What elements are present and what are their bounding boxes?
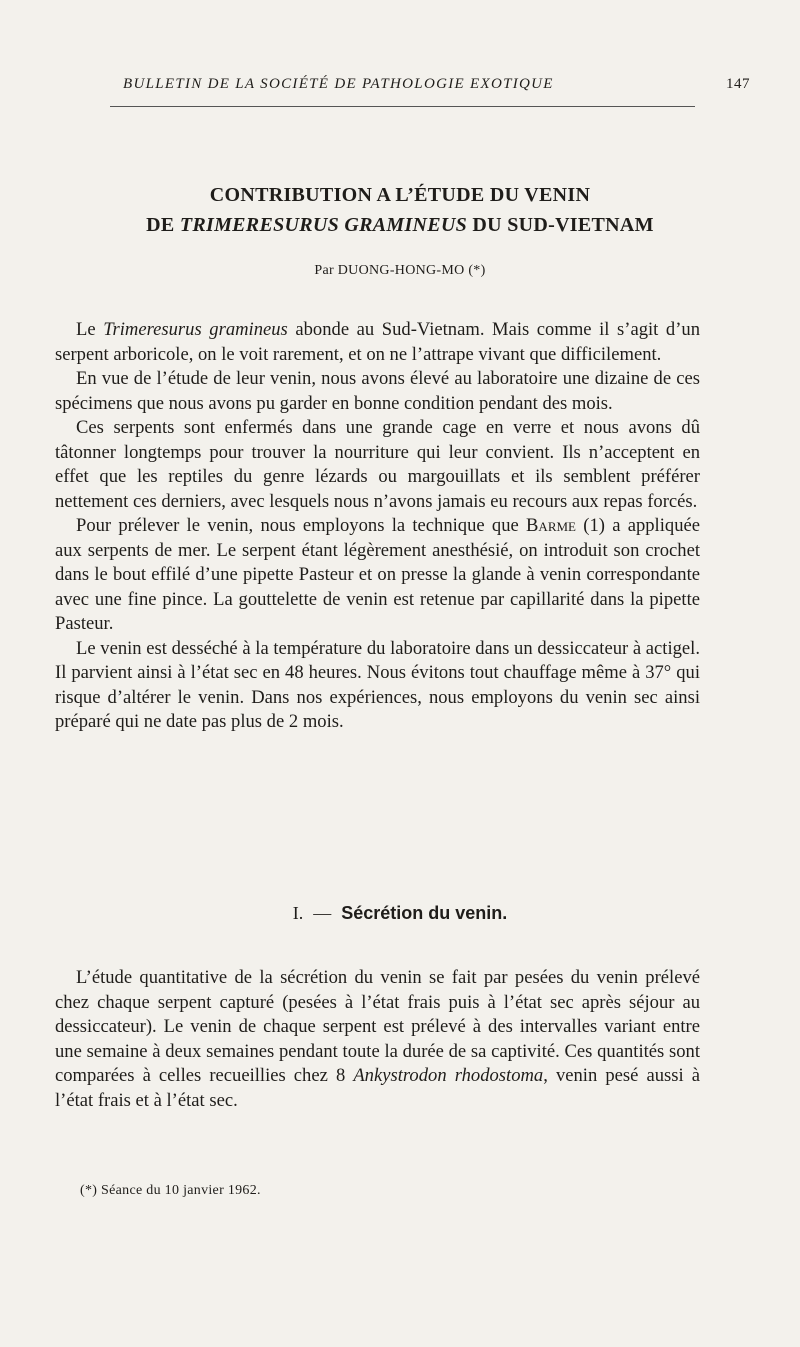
page-number: 147 — [726, 76, 750, 92]
section-dash: — — [313, 903, 332, 923]
author-byline: Par DUONG-HONG-MO (*) — [314, 263, 486, 278]
p1-rest: abonde au Sud-Vietnam. Mais comme il s’agit d’un serpent arboricole, on le voit rarement, et on ne l’attrape vivant que difficilement. — [55, 319, 700, 365]
p4-start: Pour prélever le venin, nous employons la technique que — [76, 515, 527, 536]
section-text — [55, 966, 700, 1113]
section-paragraph-1 — [55, 966, 700, 1113]
s1-end: , venin pesé aussi à l’état frais et à l’état sec. — [55, 1065, 700, 1111]
s1-species: Ankystrodon rhodostoma — [353, 1065, 544, 1086]
p1-species: Trimeresurus gramineus — [103, 319, 288, 340]
footnote: (*) Séance du 10 janvier 1962. — [80, 1183, 261, 1198]
title-suffix: DU SUD-VIETNAM — [467, 214, 654, 236]
article-title-line-1: CONTRIBUTION A L’ÉTUDE DU VENIN — [209, 184, 591, 206]
intro-paragraph-3: Ces serpents sont enfermés dans une grande cage en verre et nous avons dû tâtonner longtemps pour trouver la nourriture qui leur convient. Ils n’acceptent en effet que les reptiles du genre lézards ou margouillats et ils semblent préférer nettement ces derniers, avec lesquels nous n’avons jamais eu recours aux repas forcés. — [55, 417, 700, 512]
running-head — [55, 76, 750, 100]
intro-paragraph-2: En vue de l’étude de leur venin, nous avons élevé au laboratoire une dizaine de ces spécimens que nous avons pu garder en bonne condition pendant des mois. — [55, 368, 700, 414]
title-prefix: DE — [146, 214, 180, 236]
intro-paragraph-4 — [55, 514, 700, 637]
intro-paragraph-1 — [55, 318, 700, 367]
journal-title: BULLETIN DE LA SOCIÉTÉ DE PATHOLOGIE EXOTIQUE — [123, 76, 554, 92]
intro-paragraph-5: Le venin est desséché à la température du laboratoire dans un dessiccateur à actigel. Il parvient ainsi à l’état sec en 48 heures. Nous évitons tout chauffage même à 37° qui risque d’altérer le venin. Dans nos expériences, nous employons du venin sec ainsi préparé qui ne date pas plus de 2 mois. — [55, 637, 700, 732]
intro-text — [55, 318, 700, 735]
article-title-line-2 — [0, 214, 800, 237]
p1-start: Le — [76, 319, 104, 340]
section-number: I. — [292, 903, 304, 923]
header-rule — [110, 106, 695, 107]
section-heading — [0, 903, 800, 924]
title-species: TRIMERESURUS GRAMINEUS — [179, 214, 468, 236]
p4-rest: (1) a appliquée aux serpents de mer. Le serpent étant légèrement anesthésié, on introduit son crochet dans le bout effilé d’une pipette Pasteur et on presse la glande à venin correspondante avec une fine pince. La gouttelette de venin est retenue par capillarité dans la pipette Pasteur. — [55, 515, 700, 634]
p4-author: Barme — [526, 515, 576, 536]
s1-start: L’étude quantitative de la sécrétion du venin se fait par pesées du venin prélevé chez chaque serpent capturé (pesées à l’état frais puis à l’état sec après séjour au dessiccateur). Le venin de chaque serpent est prélevé à des intervalles variant entre une semaine à deux semaines pendant toute la durée de sa captivité. Ces quantités sont comparées à celles recueillies chez 8 — [55, 967, 700, 1086]
section-title: Sécrétion du venin. — [341, 903, 508, 923]
